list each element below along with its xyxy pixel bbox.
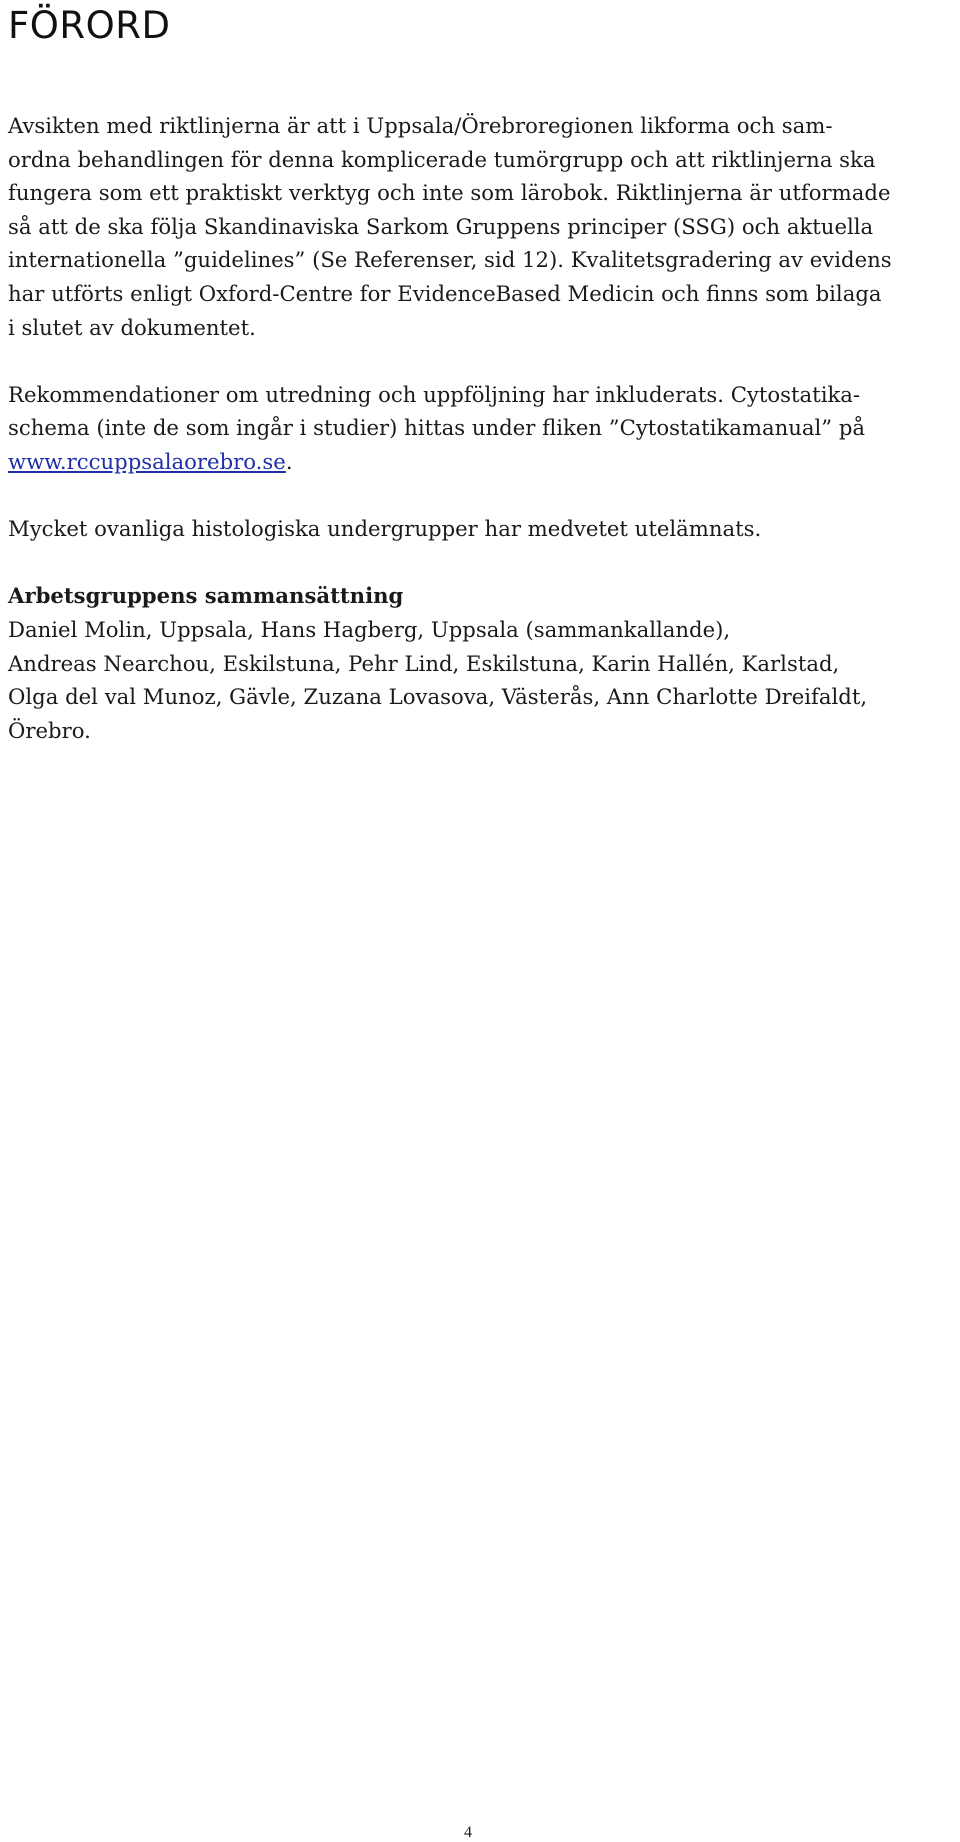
page-title: FÖRORD: [8, 4, 171, 47]
paragraph-spacer: [8, 344, 960, 378]
member-line: Andreas Nearchou, Eskilstuna, Pehr Lind, Eskilstuna, Karin Hallén, Karlstad,: [8, 650, 840, 676]
text-line: Rekommendationer om utredning och uppföljning har inkluderats. Cytostatika-: [8, 381, 861, 407]
member-line: Örebro.: [8, 717, 91, 743]
member-line: Olga del val Munoz, Gävle, Zuzana Lovasova, Västerås, Ann Charlotte Dreifaldt,: [8, 684, 868, 710]
rcc-website-link[interactable]: www.rccuppsalaorebro.se: [8, 448, 286, 474]
paragraph-recommendations: [8, 378, 960, 479]
page-number: 4: [464, 1824, 472, 1841]
paragraph-spacer: [8, 546, 960, 580]
text-line: Avsikten med riktlinjerna är att i Uppsala/Örebroregionen likforma och sam-: [8, 113, 833, 138]
text-line: har utförts enligt Oxford-Centre for EvidenceBased Medicin och finns som bilaga: [8, 280, 882, 306]
text-line: internationella ”guidelines” (Se Referenser, sid 12). Kvalitetsgradering av evidens: [8, 247, 892, 273]
text-line: fungera som ett praktiskt verktyg och inte som lärobok. Riktlinjerna är utformade: [8, 180, 891, 206]
sentence-period: .: [285, 448, 293, 474]
body-text: [8, 109, 960, 747]
text-line: så att de ska följa Skandinaviska Sarkom Gruppens principer (SSG) och aktuella: [8, 213, 874, 239]
text-line: i slutet av dokumentet.: [8, 314, 256, 340]
paragraph-spacer: [8, 479, 960, 513]
working-group-section: [8, 579, 960, 747]
text-line: ordna behandlingen för denna komplicerade tumörgrupp och att riktlinjerna ska: [8, 146, 876, 172]
member-line: Daniel Molin, Uppsala, Hans Hagberg, Uppsala (sammankallande),: [8, 616, 731, 642]
text-line: Mycket ovanliga histologiska undergrupper har medvetet utelämnats.: [8, 516, 762, 542]
text-line: [8, 445, 960, 479]
paragraph-omissions: [8, 512, 960, 546]
paragraph-purpose: [8, 109, 960, 344]
section-title: Arbetsgruppens sammansättning: [8, 583, 404, 609]
text-line: schema (inte de som ingår i studier) hittas under fliken ”Cytostatikamanual” på: [8, 415, 866, 441]
